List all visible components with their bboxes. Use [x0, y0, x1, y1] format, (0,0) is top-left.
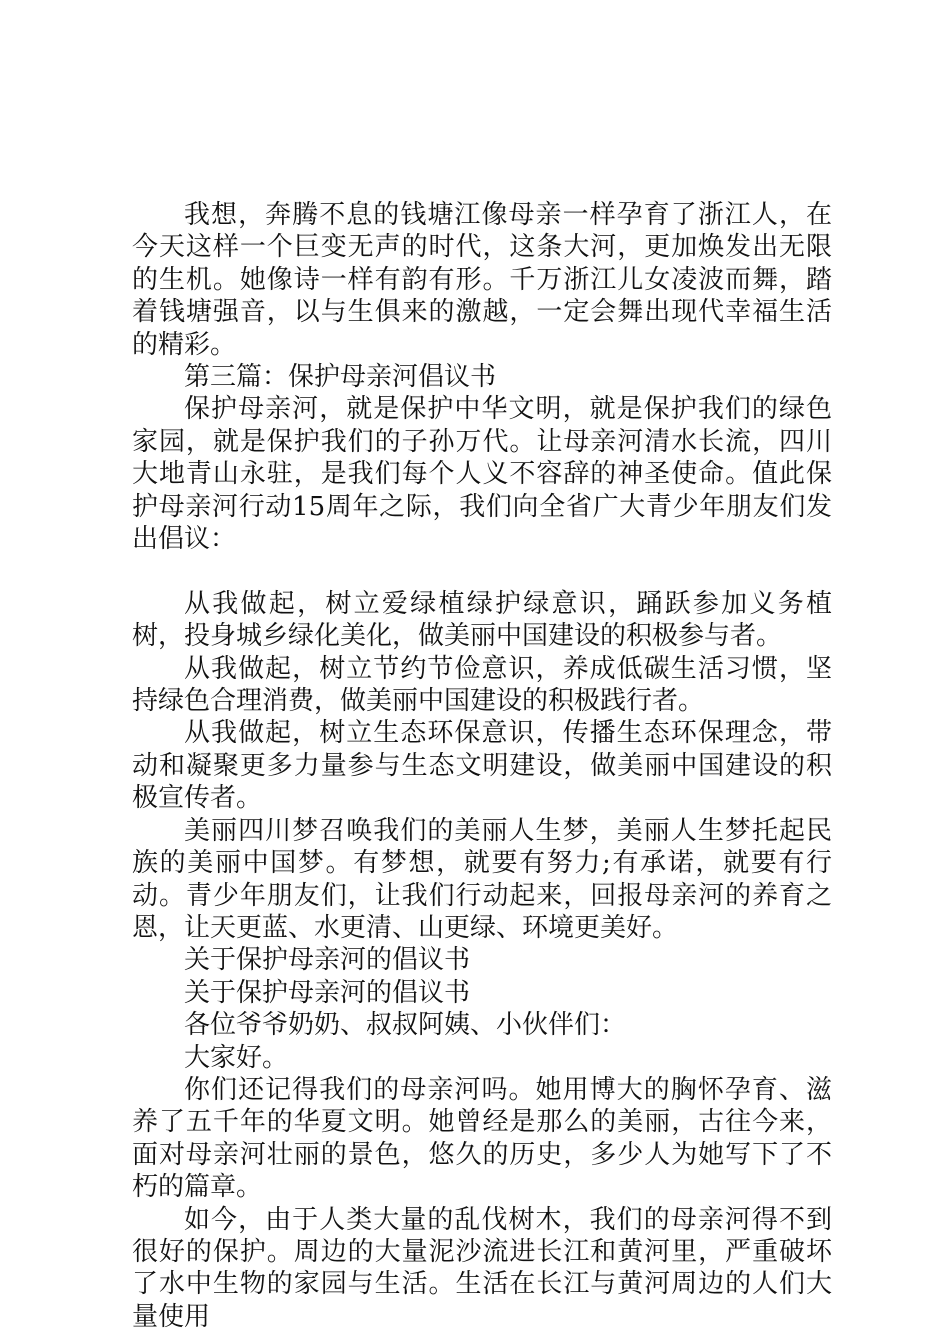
greeting: 大家好。	[184, 1042, 289, 1073]
heading-proposal-title-1: 关于保护母亲河的倡议书	[184, 945, 471, 976]
document-body	[132, 199, 832, 1333]
blank-line	[132, 555, 832, 587]
paragraph-protect-mother-river: 保护母亲河，就是保护中华文明，就是保护我们的绿色家园，就是保护我们的子孙万代。让母亲河清水长流，四川大地青山永驻，是我们每个人义不容辞的神圣使命。值此保护母亲河行动15周年之际，我们向全省广大青少年朋友们发出倡议：	[132, 394, 832, 555]
paragraph-qiantang-river: 我想，奔腾不息的钱塘江像母亲一样孕育了浙江人，在今天这样一个巨变无声的时代，这条大河，更加焕发出无限的生机。她像诗一样有韵有形。千万浙江儿女凌波而舞，踏着钱塘强音，以与生俱来的激越，一定会舞出现代幸福生活的精彩。	[132, 200, 832, 360]
paragraph-eco-awareness: 从我做起，树立生态环保意识，传播生态环保理念，带动和凝聚更多力量参与生态文明建设，做美丽中国建设的积极宣传者。	[132, 718, 832, 814]
section-heading-part-three: 第三篇：保护母亲河倡议书	[184, 362, 497, 393]
paragraph-current-situation: 如今，由于人类大量的乱伐树木，我们的母亲河得不到很好的保护。周边的大量泥沙流进长江和黄河里，严重破坏了水中生物的家园与生活。生活在长江与黄河周边的人们大量使用	[132, 1204, 832, 1332]
salutation: 各位爷爷奶奶、叔叔阿姨、小伙伴们：	[184, 1010, 627, 1041]
paragraph-remember-mother-river: 你们还记得我们的母亲河吗。她用博大的胸怀孕育、滋养了五千年的华夏文明。她曾经是那么的美丽，古往今来，面对母亲河壮丽的景色，悠久的历史，多少人为她写下了不朽的篇章。	[132, 1074, 832, 1203]
paragraph-frugality-awareness: 从我做起，树立节约节俭意识，养成低碳生活习惯，坚持绿色合理消费，做美丽中国建设的积极践行者。	[132, 653, 832, 717]
paragraph-beautiful-sichuan: 美丽四川梦召唤我们的美丽人生梦，美丽人生梦托起民族的美丽中国梦。有梦想，就要有努力;有承诺，就要有行动。青少年朋友们，让我们行动起来，回报母亲河的养育之恩，让天更蓝、水更清、山更绿、环境更美好。	[132, 815, 832, 943]
paragraph-green-awareness: 从我做起，树立爱绿植绿护绿意识，踊跃参加义务植树，投身城乡绿化美化，做美丽中国建设的积极参与者。	[132, 588, 832, 652]
heading-proposal-title-2: 关于保护母亲河的倡议书	[184, 977, 471, 1008]
